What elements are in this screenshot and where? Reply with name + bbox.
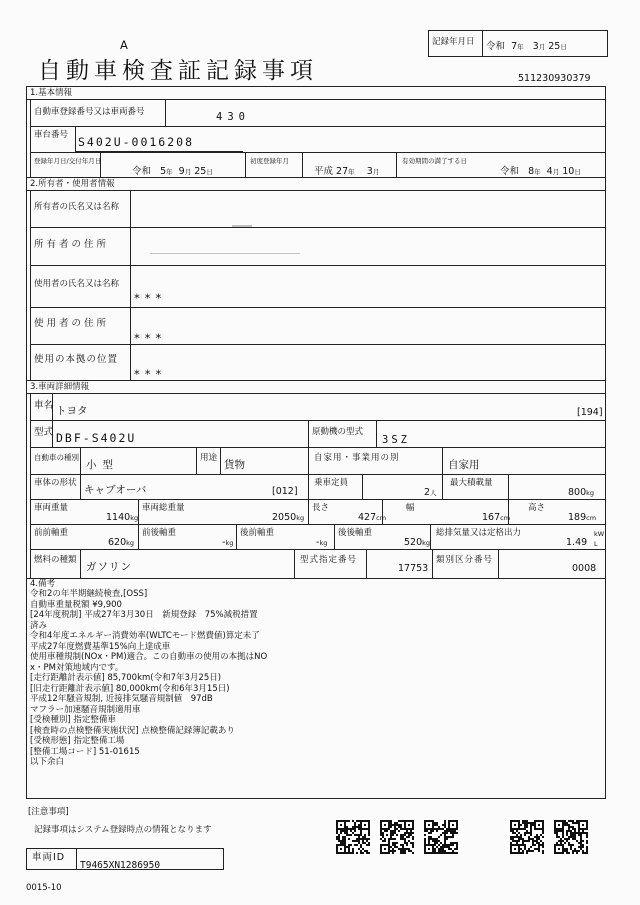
length-label: 長さ bbox=[312, 503, 330, 513]
document-number: 511230930379 bbox=[518, 73, 591, 84]
user-name-label: 使用者の氏名又は名称 bbox=[34, 279, 120, 289]
displacement-unit-kw: kW bbox=[594, 530, 605, 538]
car-name-code: [194] bbox=[577, 407, 603, 418]
note-line: 平成27年度燃費基準15%向上達成車 bbox=[30, 641, 171, 652]
redaction-mark bbox=[150, 253, 300, 254]
displacement-label: 総排気量又は定格出力 bbox=[436, 528, 522, 538]
regdate-label: 登録年月日/交付年月日 bbox=[34, 157, 102, 165]
user-address-label: 使用者の住所 bbox=[34, 318, 110, 329]
rear-rear-axle-value: 520kg bbox=[404, 537, 431, 548]
chassis-label: 車台番号 bbox=[34, 130, 69, 140]
note-line: [受検形態] 指定整備工場 bbox=[30, 736, 125, 746]
marker-a: A bbox=[120, 38, 128, 52]
body-shape-label: 車体の形状 bbox=[34, 478, 77, 488]
section-vehicle-header: 3.車両詳細情報 bbox=[30, 382, 90, 392]
gross-weight-label: 車両総重量 bbox=[142, 503, 185, 513]
owner-address-label: 所有者の住所 bbox=[34, 239, 110, 250]
record-date-value: 令和 7年 3月 25日 bbox=[486, 41, 567, 52]
gross-weight-value: 2050kg bbox=[272, 512, 305, 523]
rear-front-axle-value: -kg bbox=[316, 537, 328, 548]
owner-name-label: 所有者の氏名又は名称 bbox=[34, 202, 120, 212]
note-line: 令和2の年半期継続検査,[OSS] bbox=[30, 589, 148, 599]
usage-value: 貨物 bbox=[224, 459, 245, 471]
note-line: x・PM対策地域内です。 bbox=[30, 662, 124, 673]
rear-rear-axle-label: 後後軸重 bbox=[338, 528, 373, 538]
vehicle-weight-label: 車両重量 bbox=[34, 503, 69, 513]
designation-number-value: 17753 bbox=[398, 563, 429, 574]
first-reg-value: 平成 27年 3月 bbox=[314, 166, 380, 177]
qr-code bbox=[424, 820, 458, 854]
front-front-axle-value: 620kg bbox=[108, 537, 135, 548]
qr-code bbox=[510, 820, 544, 854]
engine-model-label: 原動機の型式 bbox=[312, 427, 364, 437]
note-line: [旧走行距離計表示値] 80,000km(令和6年3月15日) bbox=[30, 683, 230, 694]
user-name-value: *** bbox=[134, 291, 167, 305]
section-notes-header: 4.備考 bbox=[30, 579, 56, 589]
usage-label: 用途 bbox=[200, 453, 218, 463]
user-address-value: *** bbox=[134, 331, 167, 345]
category-number-value: 0008 bbox=[572, 563, 597, 574]
fuel-type-value: ガソリン bbox=[86, 561, 132, 573]
chassis-value: S402U-0016208 bbox=[78, 135, 195, 149]
first-reg-label: 初度登録年月 bbox=[250, 157, 289, 165]
designation-number-label: 型式指定番号 bbox=[300, 555, 358, 565]
vehicle-kind-label: 自動車の種別 bbox=[34, 453, 79, 462]
note-line: 自動車重量税額 ¥9,900 bbox=[30, 599, 122, 610]
vehicle-weight-value: 1140kg bbox=[106, 512, 139, 523]
note-line: 済み bbox=[30, 620, 48, 631]
car-name-value: トヨタ bbox=[56, 405, 88, 417]
max-load-value: 800kg bbox=[568, 487, 595, 498]
qr-code bbox=[554, 820, 588, 854]
capacity-value: 2人 bbox=[424, 487, 437, 498]
vehicle-kind-value: 小型 bbox=[86, 459, 119, 471]
vehicle-id-value: T9465XN1286950 bbox=[80, 860, 161, 871]
expiry-label: 有効期間の満了する日 bbox=[402, 157, 467, 165]
plate-label: 自動車登録番号又は車両番号 bbox=[34, 107, 145, 117]
car-name-label: 車名 bbox=[34, 400, 54, 411]
note-line: 平成12年騒音規制, 近接排気騒音規制値 97dB bbox=[30, 694, 213, 704]
body-shape-code: [012] bbox=[272, 486, 298, 497]
max-load-label: 最大積載量 bbox=[450, 478, 493, 488]
note-line: [検査時の点検整備実施状況] 点検整備記録簿記載あり bbox=[30, 725, 235, 736]
capacity-label: 乗車定員 bbox=[314, 478, 349, 488]
note-line: 令和4年度エネルギー消費効率(WLTCモード燃費値)算定未了 bbox=[30, 631, 260, 641]
front-rear-axle-value: -kg bbox=[222, 537, 234, 548]
note-line: 以下余白 bbox=[30, 757, 65, 767]
model-value: DBF-S402U bbox=[56, 431, 137, 445]
base-location-label: 使用の本拠の位置 bbox=[34, 354, 119, 365]
category-number-label: 類別区分番号 bbox=[436, 555, 494, 565]
length-value: 427cm bbox=[358, 512, 387, 523]
note-line: [受検種別] 指定整備車 bbox=[30, 715, 116, 725]
displacement-unit-l: L bbox=[594, 540, 598, 548]
plate-value: 430 bbox=[216, 111, 250, 123]
section-basic-header: 1.基本情報 bbox=[30, 88, 73, 98]
section-owner-header: 2.所有者・使用者情報 bbox=[30, 179, 115, 189]
rear-front-axle-label: 後前軸重 bbox=[240, 528, 275, 538]
front-rear-axle-label: 前後軸重 bbox=[142, 528, 177, 538]
private-business-value: 自家用 bbox=[448, 459, 480, 471]
engine-model-value: 3SZ bbox=[382, 434, 410, 446]
qr-code bbox=[336, 820, 370, 854]
height-value: 189cm bbox=[568, 512, 597, 523]
body-shape-value: キャブオーバ bbox=[84, 484, 147, 496]
form-code: 0015-10 bbox=[26, 883, 62, 893]
model-label: 型式 bbox=[34, 427, 54, 438]
expiry-value: 令和 8年 4月 10日 bbox=[500, 166, 581, 177]
note-line: 使用車種規制(NOx・PM)適合。この自動車の使用の本拠はNO bbox=[30, 652, 268, 662]
private-business-label: 自家用・事業用の別 bbox=[314, 453, 400, 463]
record-date-label: 記録年月日 bbox=[432, 37, 475, 47]
page-title: 自動車検査証記録事項 bbox=[38, 58, 318, 84]
caution-header: [注意事項] bbox=[28, 807, 69, 817]
note-line: マフラー加速騒音規制適用車 bbox=[30, 704, 141, 715]
qr-code bbox=[380, 820, 414, 854]
note-line: [走行距離計表示値] 85,700km(令和7年3月25日) bbox=[30, 673, 222, 683]
front-front-axle-label: 前前軸重 bbox=[34, 528, 69, 538]
base-location-value: *** bbox=[134, 367, 167, 381]
vehicle-id-label: 車両ID bbox=[32, 852, 66, 863]
width-value: 167cm bbox=[482, 512, 511, 523]
caution-text: 記録事項はシステム登録時点の情報となります bbox=[34, 825, 212, 835]
note-line: [整備工場コード] 51-01615 bbox=[30, 746, 140, 757]
regdate-value: 令和 5年 9月 25日 bbox=[132, 166, 213, 177]
displacement-value: 1.49 bbox=[566, 537, 588, 548]
note-line: [24年度税制] 平成27年3月30日 新規登録 75%減税措置 bbox=[30, 610, 258, 620]
fuel-type-label: 燃料の種類 bbox=[34, 555, 77, 565]
width-label: 幅 bbox=[406, 503, 415, 513]
height-label: 高さ bbox=[528, 503, 546, 513]
